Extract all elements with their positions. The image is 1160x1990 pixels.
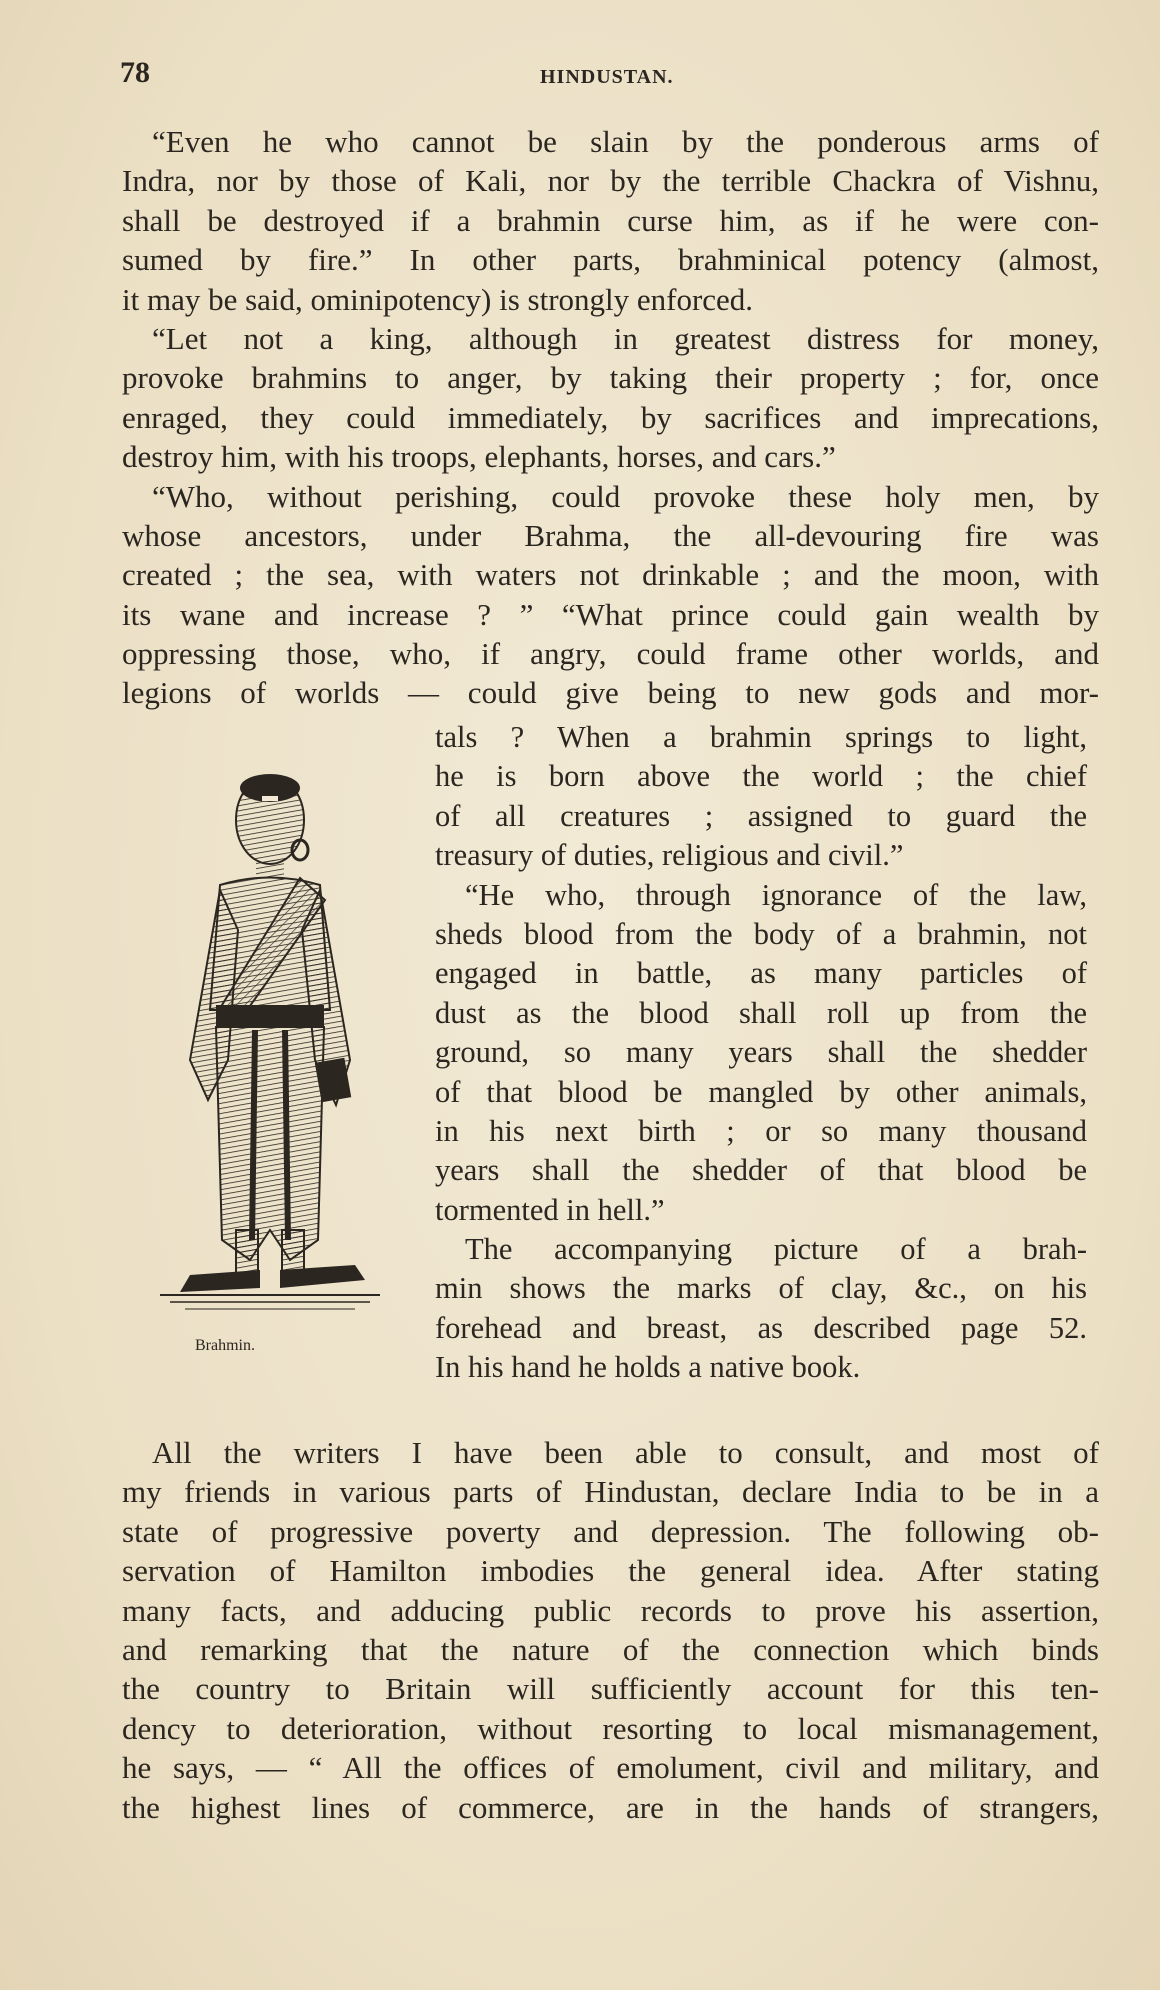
- brahmin-engraving: [150, 760, 390, 1320]
- text-line: the highest lines of commerce, are in the hands of strangers,: [122, 1789, 1099, 1825]
- text-line: “Who, without perishing, could provoke these holy men, by: [152, 478, 1099, 514]
- text-line: whose ancestors, under Brahma, the all-devouring fire was: [122, 517, 1099, 553]
- text-line: he says, — “ All the offices of emolument, civil and military, and: [122, 1750, 1099, 1786]
- text-line: tormented in hell.”: [435, 1192, 665, 1227]
- top-paragraphs: [122, 122, 1099, 713]
- text-line: ground, so many years shall the shedder: [435, 1035, 1087, 1070]
- text-line: state of progressive poverty and depression. The following ob-: [122, 1513, 1099, 1549]
- text-line: enraged, they could immediately, by sacrifices and imprecations,: [122, 399, 1099, 435]
- text-line: created ; the sea, with waters not drinkable ; and the moon, with: [122, 557, 1099, 593]
- text-line: many facts, and adducing public records to prove his assertion,: [122, 1592, 1099, 1628]
- text-line: All the writers I have been able to consult, and most of: [152, 1435, 1099, 1470]
- running-head: HINDUSTAN.: [540, 66, 674, 88]
- text-line: my friends in various parts of Hindustan, declare India to be in a: [122, 1474, 1099, 1510]
- text-line: in his next birth ; or so many thousand: [435, 1113, 1087, 1148]
- text-line: it may be said, ominipotency) is strongly enforced.: [122, 281, 754, 317]
- side-paragraphs: [435, 718, 1087, 1388]
- text-line: In his hand he holds a native book.: [435, 1350, 861, 1385]
- text-line: “Even he who cannot be slain by the ponderous arms of: [152, 124, 1099, 159]
- text-line: oppressing those, who, if angry, could frame other worlds, and: [122, 636, 1099, 672]
- figure-caption: Brahmin.: [195, 1337, 255, 1354]
- text-line: the country to Britain will sufficiently account for this ten-: [122, 1671, 1099, 1707]
- text-line: “He who, through ignorance of the law,: [465, 877, 1087, 912]
- page-number: 78: [120, 56, 150, 89]
- text-line: min shows the marks of clay, &c., on his: [435, 1271, 1087, 1306]
- bottom-paragraph: [122, 1433, 1099, 1827]
- text-line: sheds blood from the body of a brahmin, not: [435, 916, 1087, 951]
- text-line: tals ? When a brahmin springs to light,: [435, 720, 1087, 754]
- text-line: of that blood be mangled by other animals,: [435, 1074, 1087, 1109]
- text-line: Indra, nor by those of Kali, nor by the terrible Chackra of Vishnu,: [122, 163, 1099, 199]
- text-line: shall be destroyed if a brahmin curse him, as if he were con-: [122, 202, 1099, 238]
- text-line: The accompanying picture of a brah-: [465, 1232, 1087, 1267]
- text-line: he is born above the world ; the chief: [435, 759, 1087, 794]
- text-line: sumed by fire.” In other parts, brahminical potency (almost,: [122, 242, 1099, 278]
- text-line: destroy him, with his troops, elephants, horses, and cars.”: [122, 439, 836, 475]
- text-line: servation of Hamilton imbodies the general idea. After stating: [122, 1553, 1099, 1589]
- text-line: provoke brahmins to anger, by taking their property ; for, once: [122, 360, 1099, 396]
- text-line: its wane and increase ? ” “What prince could gain wealth by: [122, 596, 1099, 632]
- text-line: treasury of duties, religious and civil.”: [435, 838, 904, 873]
- page-header: [120, 56, 1080, 96]
- text-line: forehead and breast, as described page 52.: [435, 1310, 1087, 1345]
- text-line: of all creatures ; assigned to guard the: [435, 798, 1087, 833]
- text-line: engaged in battle, as many particles of: [435, 956, 1087, 991]
- text-line: and remarking that the nature of the connection which binds: [122, 1631, 1099, 1667]
- text-line: years shall the shedder of that blood be: [435, 1153, 1087, 1188]
- text-line: legions of worlds — could give being to new gods and mor-: [122, 675, 1099, 711]
- text-line: dency to deterioration, without resorting to local mismanagement,: [122, 1710, 1099, 1746]
- text-line: “Let not a king, although in greatest distress for money,: [152, 320, 1099, 356]
- text-line: dust as the blood shall roll up from the: [435, 995, 1087, 1030]
